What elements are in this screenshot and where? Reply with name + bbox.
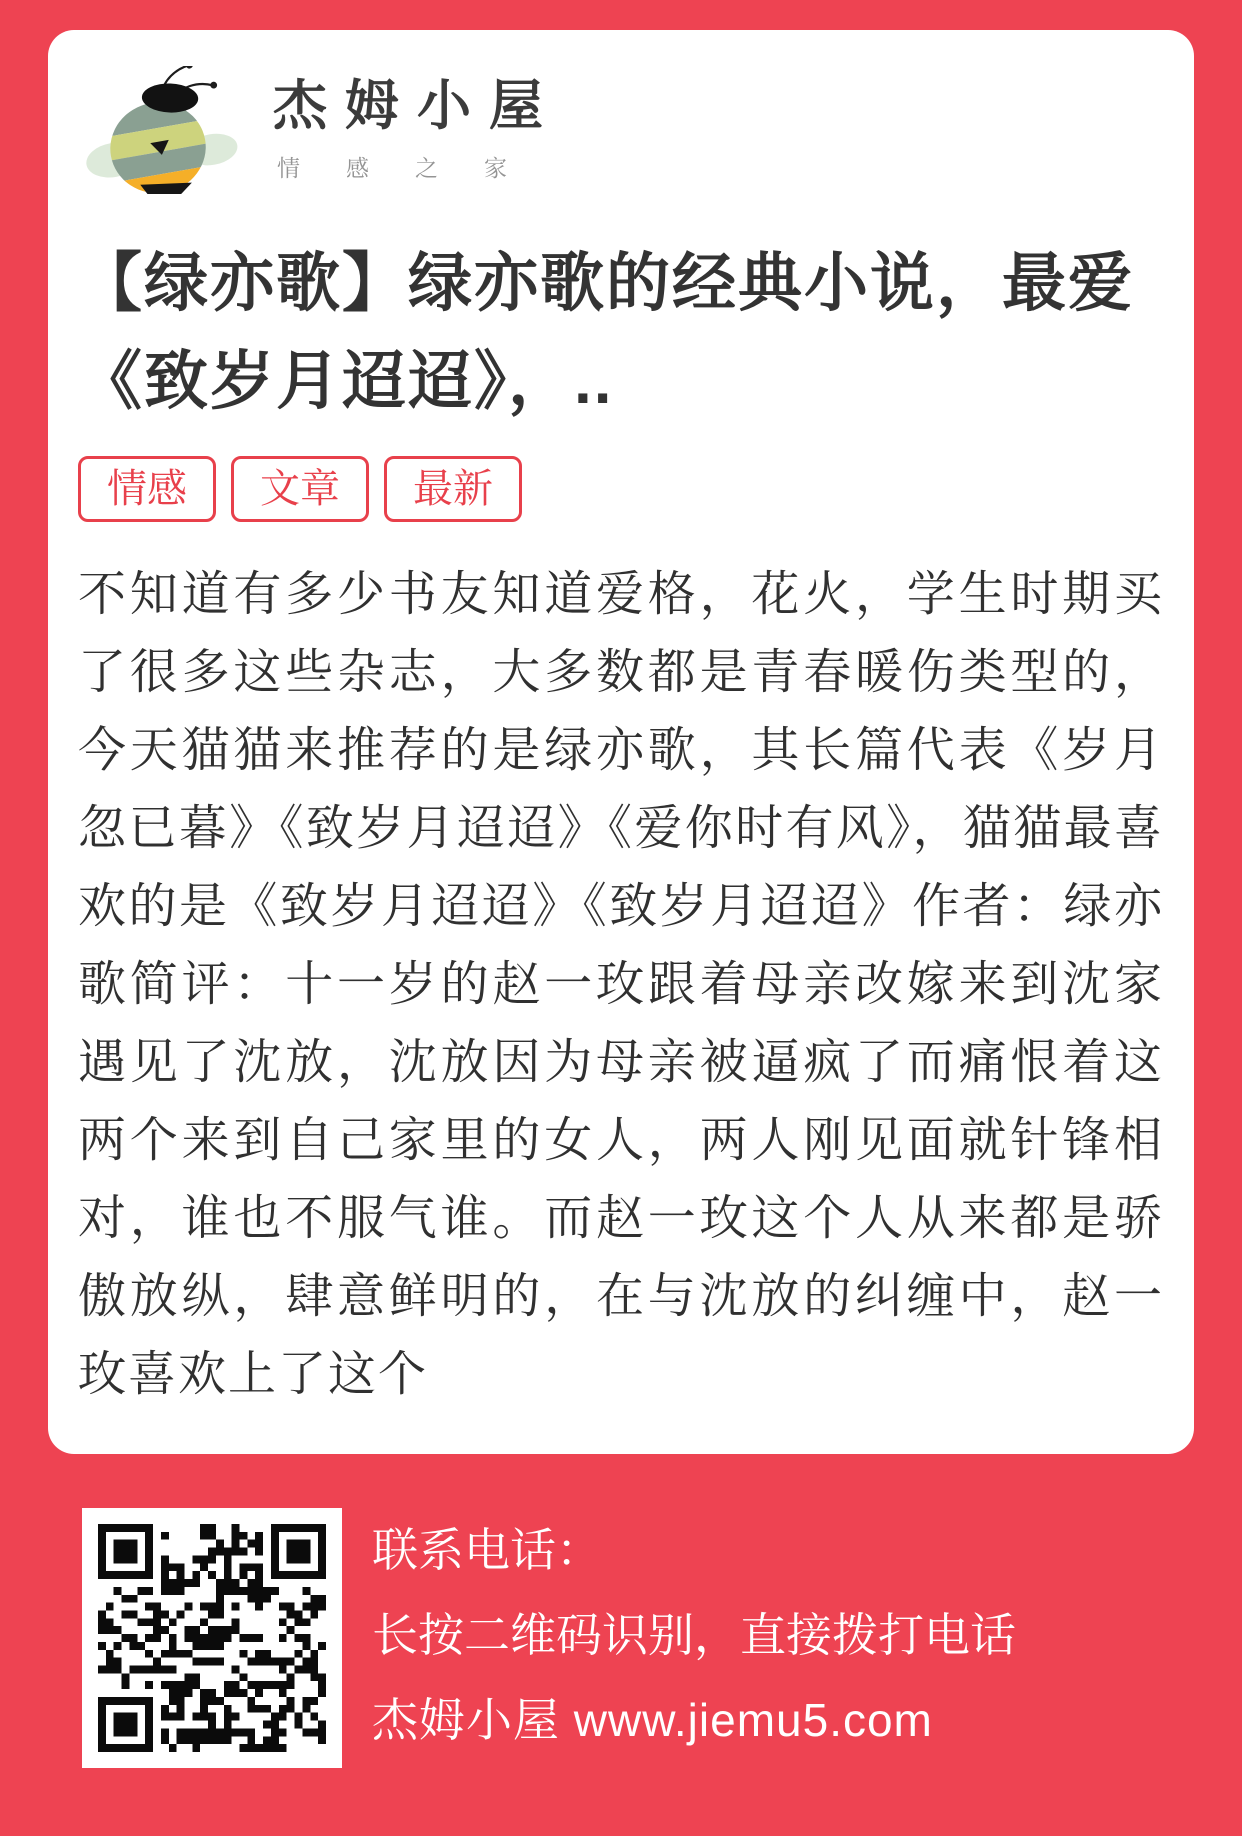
site-url[interactable]: 杰姆小屋 www.jiemu5.com [372, 1693, 933, 1746]
tag-latest[interactable]: 最新 [384, 456, 522, 522]
logo-tagline: 情感之家 [277, 155, 553, 182]
logo-name: 杰姆小屋 [273, 75, 561, 136]
tag-article[interactable]: 文章 [231, 456, 369, 522]
site-logo[interactable] [84, 66, 1164, 194]
bee-icon [84, 66, 249, 194]
contact-label: 联系电话： [372, 1524, 602, 1576]
contact-info [372, 1508, 1016, 1768]
tag-list [78, 456, 1164, 522]
footer [82, 1508, 1016, 1768]
article-title-line-1: 【绿亦歌】绿亦歌的经典小说，最爱 [78, 247, 1134, 319]
article-title [78, 234, 1164, 430]
qr-code[interactable] [82, 1508, 342, 1768]
article-card [48, 30, 1194, 1454]
article-body: 不知道有多少书友知道爱格，花火，学生时期买了很多这些杂志，大多数都是青春暖伤类型的，今天猫猫来推荐的是绿亦歌，其长篇代表《岁月忽已暮》《致岁月迢迢》《爱你时有风》，猫猫最喜欢的是《致岁月迢迢》《致岁月迢迢》作者：绿亦歌简评：十一岁的赵一玫跟着母亲改嫁来到沈家遇见了沈放，沈放因为母亲被逼疯了而痛恨着这两个来到自己家里的女人，两人刚见面就针锋相对，谁也不服气谁。而赵一玫这个人从来都是骄傲放纵，肆意鲜明的，在与沈放的纠缠中，赵一玫喜欢上了这个 [78, 568, 1164, 1401]
bee-antenna-tip [210, 81, 218, 89]
logo-text [273, 77, 561, 183]
qr-code-image [98, 1524, 326, 1752]
bee-antenna-tip [185, 66, 193, 69]
article-title-line-2: 《致岁月迢迢》，.. [78, 345, 614, 417]
tag-emotion[interactable]: 情感 [78, 456, 216, 522]
contact-instruction: 长按二维码识别，直接拨打电话 [372, 1608, 1016, 1661]
